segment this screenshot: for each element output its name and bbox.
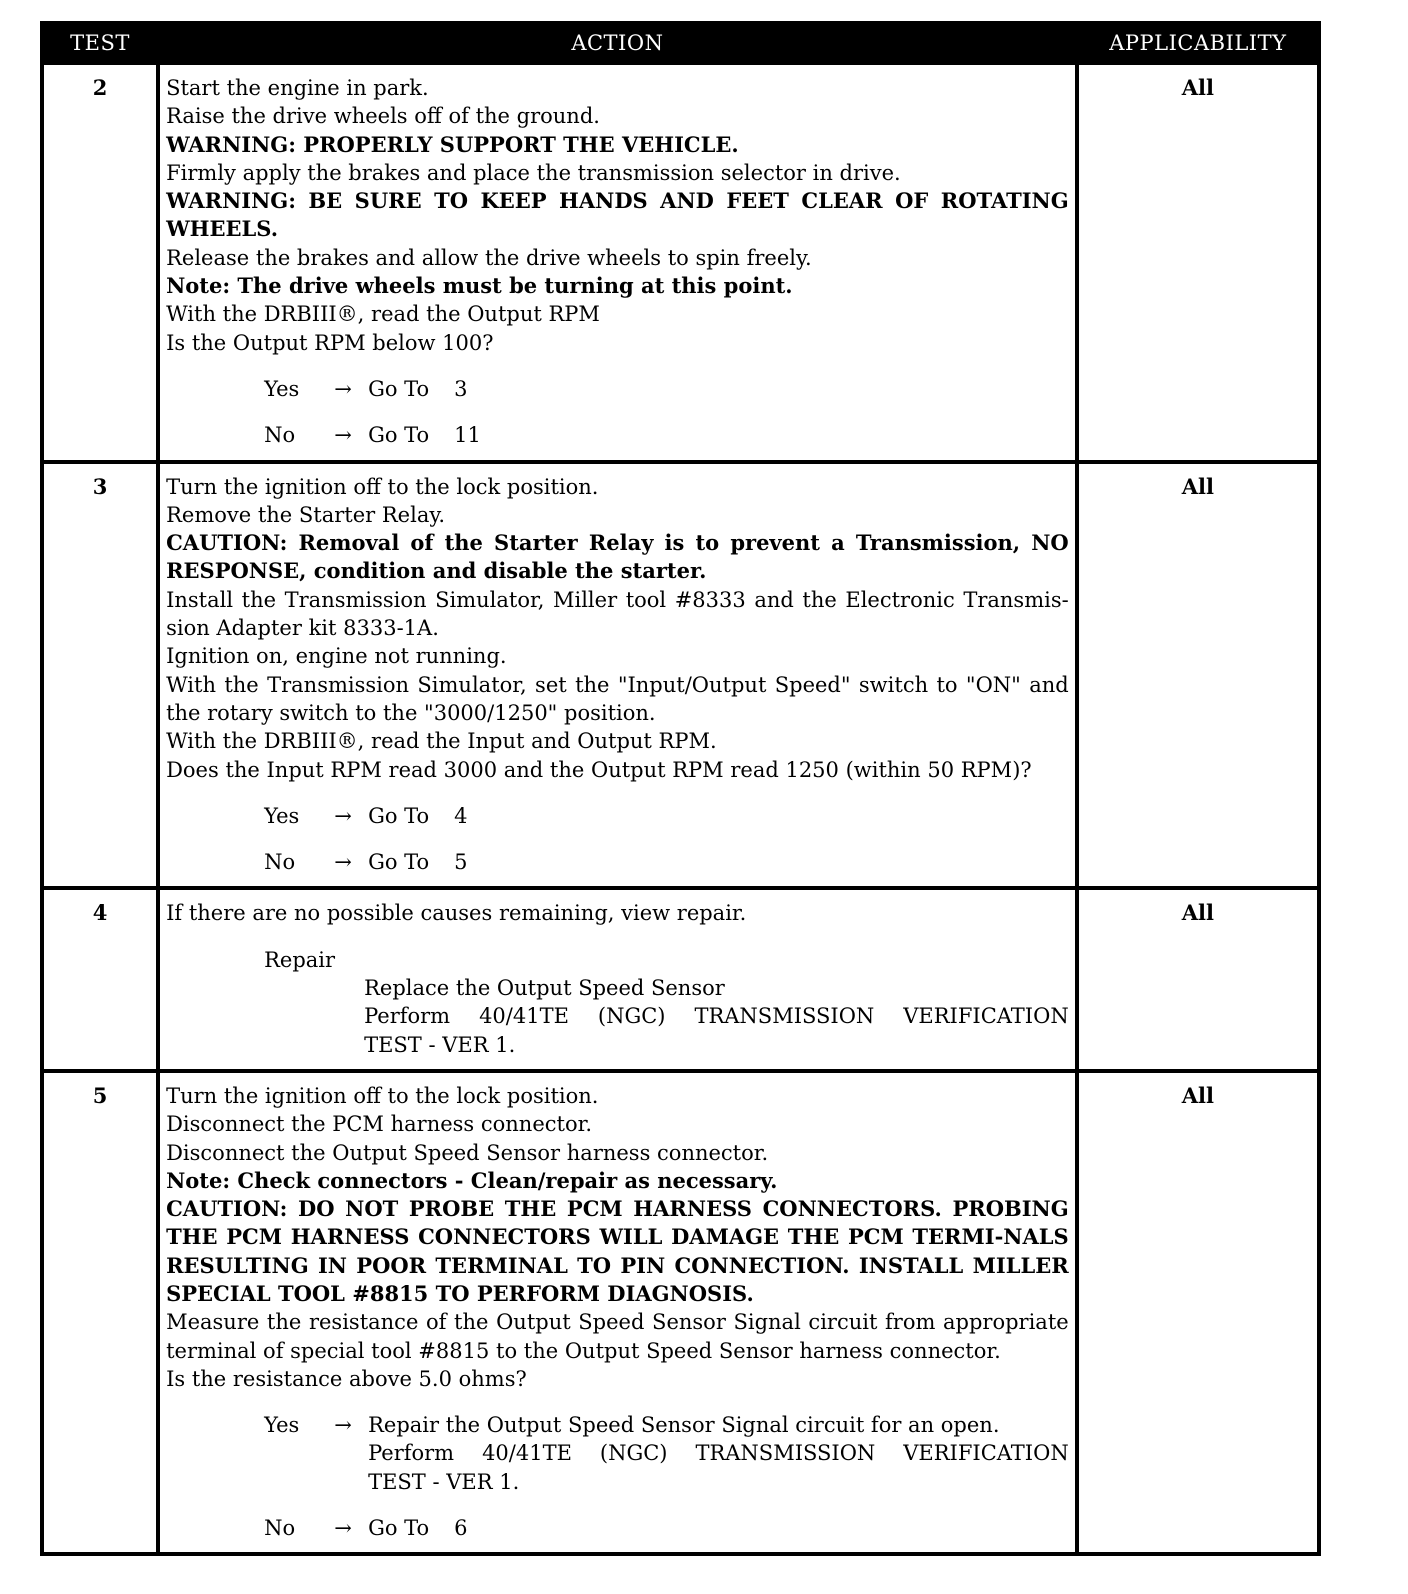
note-text: Note: Check connectors - Clean/repair as necessary. (166, 1167, 778, 1193)
header-applicability: APPLICABILITY (1077, 23, 1319, 63)
action-line: Release the brakes and allow the drive wheels to spin freely. (166, 245, 812, 270)
yes-label: Yes (264, 376, 300, 401)
caution-text: CAUTION: DO NOT PROBE THE PCM HARNESS CONNECTORS. PROBING THE PCM HARNESS CONNECTORS WILL DAMAGE THE PCM TERMI-NALS RESULTING IN POOR TERMINAL TO PIN CONNECTION. INSTALL MILLER SPECIAL TOOL #8815 TO PERFORM DIAGNOSIS. (166, 1196, 1069, 1306)
arrow-icon: → (334, 376, 352, 401)
action-line: Install the Transmission Simulator, Miller tool #8333 and the Electronic Transmis-sion Adapter kit 8333-1A. (166, 587, 1069, 641)
goto-label: Go To (368, 423, 430, 448)
header-action: ACTION (158, 23, 1077, 63)
yes-result (166, 1411, 1069, 1496)
arrow-icon: → (334, 423, 352, 448)
goto-label: Go To (368, 850, 430, 875)
test-number: 5 (42, 1071, 158, 1554)
action-line: Measure the resistance of the Output Speed Sensor Signal circuit from appropriate terminal of special tool #8815 to the Output Speed Sensor harness connector. (166, 1310, 1069, 1363)
table-row (42, 462, 1319, 889)
question-text: Is the resistance above 5.0 ohms? (166, 1366, 527, 1391)
no-label: No (264, 850, 296, 875)
yes-result (166, 802, 1069, 830)
warning-text: WARNING: BE SURE TO KEEP HANDS AND FEET CLEAR OF ROTATING WHEELS. (166, 188, 1069, 242)
repair-line: TEST - VER 1. (368, 1469, 520, 1494)
table-row (42, 1071, 1319, 1554)
action-line: Start the engine in park. (166, 76, 429, 100)
yes-label: Yes (264, 1413, 300, 1438)
no-result (166, 848, 1069, 876)
applicability-value: All (1077, 63, 1319, 462)
action-cell (158, 888, 1077, 1070)
repair-line: Perform 40/41TE (NGC) TRANSMISSION VERIFICATION (368, 1441, 1069, 1466)
no-result (166, 1514, 1069, 1542)
repair-block (166, 946, 1069, 1059)
test-number: 3 (42, 462, 158, 889)
note-text: Note: The drive wheels must be turning at this point. (166, 273, 793, 299)
yes-label: Yes (264, 803, 300, 828)
arrow-icon: → (334, 1413, 352, 1438)
repair-label: Repair (264, 947, 336, 972)
action-cell (158, 63, 1077, 462)
header-test: TEST (42, 23, 158, 63)
test-number: 2 (42, 63, 158, 462)
action-line: Turn the ignition off to the lock position. (166, 474, 599, 499)
action-line: Remove the Starter Relay. (166, 502, 446, 527)
goto-target: 5 (454, 850, 468, 875)
applicability-value: All (1077, 1071, 1319, 1554)
diagnostic-table (40, 21, 1321, 1556)
goto-target: 11 (454, 423, 481, 448)
repair-line: Perform 40/41TE (NGC) TRANSMISSION VERIFICATION (364, 1004, 1069, 1029)
arrow-icon: → (334, 803, 352, 828)
warning-text: WARNING: PROPERLY SUPPORT THE VEHICLE. (166, 131, 739, 157)
caution-text: CAUTION: Removal of the Starter Relay is to prevent a Transmission, NO RESPONSE, condition and disable the starter. (166, 530, 1069, 584)
repair-line: Repair the Output Speed Sensor Signal circuit for an open. (368, 1413, 1000, 1438)
action-line: With the DRBIII®, read the Input and Output RPM. (166, 729, 717, 754)
action-line: Raise the drive wheels off of the ground. (166, 104, 600, 129)
question-text: Is the Output RPM below 100? (166, 330, 494, 355)
table-row (42, 63, 1319, 462)
applicability-value: All (1077, 462, 1319, 889)
goto-label: Go To (368, 1516, 430, 1541)
repair-line: Replace the Output Speed Sensor (364, 976, 725, 1001)
applicability-value: All (1077, 888, 1319, 1070)
action-line: Disconnect the Output Speed Sensor harness connector. (166, 1140, 769, 1165)
yes-result (166, 375, 1069, 403)
arrow-icon: → (334, 850, 352, 875)
action-line: Ignition on, engine not running. (166, 644, 507, 669)
question-text: Does the Input RPM read 3000 and the Output RPM read 1250 (within 50 RPM)? (166, 757, 1032, 782)
repair-line: TEST - VER 1. (364, 1032, 516, 1057)
table-row (42, 888, 1319, 1070)
goto-target: 4 (454, 803, 468, 828)
action-line: Turn the ignition off to the lock position. (166, 1083, 599, 1108)
no-label: No (264, 423, 296, 448)
action-line: With the DRBIII®, read the Output RPM (166, 302, 600, 327)
test-number: 4 (42, 888, 158, 1070)
action-line: With the Transmission Simulator, set the "Input/Output Speed" switch to "ON" and the rotary switch to the "3000/1250" position. (166, 672, 1069, 725)
goto-target: 3 (454, 376, 468, 401)
goto-target: 6 (454, 1516, 468, 1541)
header-row (42, 23, 1319, 63)
no-label: No (264, 1516, 296, 1541)
action-line: If there are no possible causes remaining, view repair. (166, 901, 747, 926)
no-result (166, 421, 1069, 449)
action-line: Firmly apply the brakes and place the transmission selector in drive. (166, 160, 901, 185)
table-header (42, 23, 1319, 63)
action-cell (158, 462, 1077, 889)
action-cell (158, 1071, 1077, 1554)
arrow-icon: → (334, 1516, 352, 1541)
goto-label: Go To (368, 803, 430, 828)
action-line: Disconnect the PCM harness connector. (166, 1112, 593, 1137)
goto-label: Go To (368, 376, 430, 401)
